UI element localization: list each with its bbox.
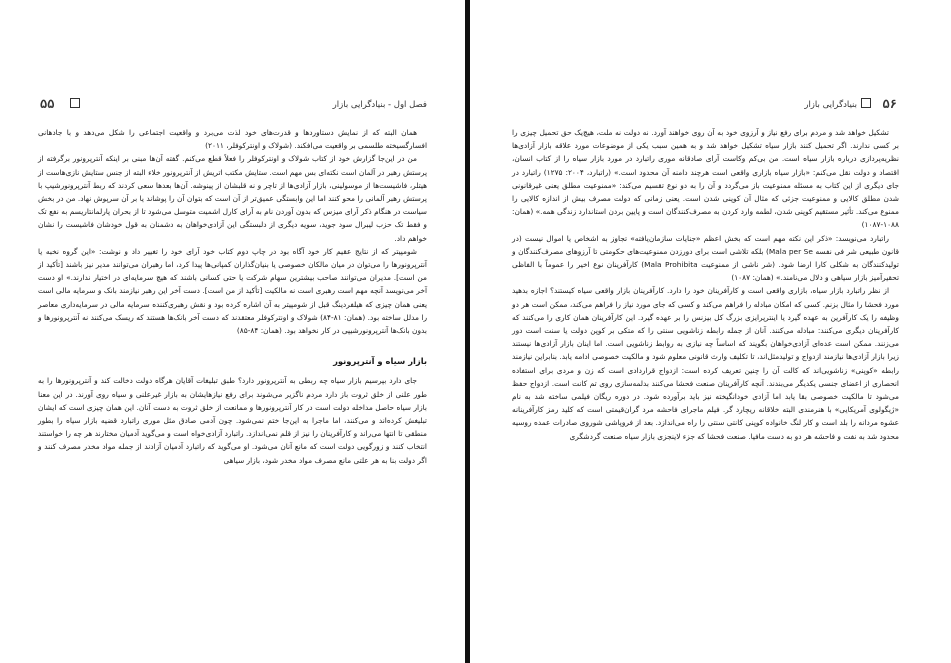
left-page <box>0 0 465 663</box>
page-number: ۵۵ <box>40 97 55 111</box>
page-header <box>40 97 427 117</box>
page-number: ۵۶ <box>882 97 897 111</box>
paragraph: تشکیل خواهد شد و مردم برای رفع نیاز و آرزوی خود به آن روی خواهند آورد. نه دولت نه ملت، هیچ‌یک حق تحمیل چیزی را بر کسی ندارند. اگر تحمیل کنند بازار سیاه تشکیل خواهد شد و به همین سبب یکی از موضوعات مورد علاقه بازار آزادی‌ها نظریه‌پردازی درباره بازار سیاه است. من بی‌کم وکاست آرای صادقانه موری راتبارد در مورد بازار سیاه را از کتاب انسان، اقتصاد و دولت نقل می‌کنم: «بازار سیاه بازاری واقعی است هرچند دامنه آن محدود است.» (راتبارد، ۲۰۰۴: ۱۲۷۵) راتبارد در جای دیگری از این کتاب به مسئله ممنوعیت باز می‌گردد و آن را به دو نوع تقسیم می‌کند: «ممنوعیت مطلق یعنی غیرقانونی شدن مطلق کالایی و ممنوعیت جزئی که مثال آن کوپنی شدن است. یعنی زمانی که دولت مصرف بیش از اندازه کالایی را ممنوع می‌کند. تأثیر مستقیم کوپنی شدن، لطمه وارد کردن به مصرف‌کنندگان است و پایین بردن استاندارد زندگی همه.» (همان: ۱۰۸۸-۱۰۸۷) <box>512 128 900 230</box>
running-title: بنیادگرایی بازار <box>804 100 857 110</box>
page-header <box>514 97 897 117</box>
page-body <box>38 126 427 467</box>
paragraph: جای دارد بپرسیم بازار سیاه چه ربطی به آنترپرونور دارد؟ طبق تبلیغات آقایان هرگاه دولت دخالت کند و آنترپرونورها را به طور علنی از خلق ثروت باز دارد مردم ناگزیر می‌شوند برای رفع نیازهایشان به بازار غیرعلنی و سیاه روی آورند. در این معنا بازار سیاه حاصل مداخله دولت است در کار آنترپرونورها و ممانعت از خلق ثروت به دست آنان. این همان چیزی است که ایشان تبلیغش کرده‌اند و می‌کنند، اما ماجرا به این‌جا ختم نمی‌شود. چون آدمی صادق مثل موری راتبارد قضیه بازار سیاه را بطور منطقی تا انتها می‌راند و کارآفرینان را نیز از قلم نمی‌اندازد. راتبارد آزادی‌خواه است و می‌گوید آدمیان مختارند هر چه را خواستند انتخاب کنند و زورگویی دولت است که مانع آنان می‌شود. او می‌گوید که راتبارد آدمیان آزادند از جمله مواد مخدر مصرف کنند و اگر دولت بنا به هر علتی مانع مصرف مواد مخدر شود، بازار سیاهی <box>38 376 427 465</box>
page-body <box>512 126 899 443</box>
running-title: فصل اول - بنیادگرایی بازار <box>332 100 427 110</box>
paragraph: از نظر راتبارد بازار سیاه، بازاری واقعی است و کارآفرینان خود را دارد. کارآفرینان بازار واقعی سیاه کیستند؟ اجازه بدهید مورد فحشا را مثال بزنم. کسی که امکان مبادله را فراهم می‌کند و کسی که جای مورد نیاز را فراهم می‌کند، ممکن است هر دو وظیفه را یک کارآفرین به عهده گیرد یا اینترپرایزی بزرگ کل بیزنس را بر عهده گیرد. این کارآفرینان همان کاری را می‌کنند که کارآفرینان دیگری می‌کنند: مبادله می‌کنند. آنان از جمله رابطه زناشویی سنتی را که متکی بر کوپن دولت یا سنت است دور می‌زنند. ممکن است عده‌ای آزادی‌خواهان بگویند که اساساً چه نیازی به روابط زناشویی است. اما اینان بازار آزادی‌ها نیستند زیرا بازار آزادی‌ها نیازمند ازدواج و تولیدمثل‌اند، تا تکلیف وارث قانونی معلوم شود و مالکیت خصوصی ادامه یابد. بنابراین نیازمند رابطه «کوپنی» زناشویی‌اند که کالت آن را چنین تعریف کرده است: ازدواج قراردادی است که زن و مردی برای استفاده انحصاری از اعضای جنسی یکدیگر می‌بندند. آنچه کارآفرینان صنعت فحشا می‌کنند بدلمه‌سازی روی تم کانت است. ازدواج حفظ می‌شود تا مالکیت خصوصی بقا یابد اما آزادی خودانگیخته نیز باید برآورده شود. در دوره ریگان فیلمی ساخته شد به نام «ژیگولوی آمریکایی» با هنرمندی البته خلاقانه ریچارد گر. فیلم ماجرای فاحشه مرد گران‌قیمتی است که کلید رمز کارآفرینانه عشوه مردانه را بلد است و کار لنگ خانواده کوپنی کانتی سنتی را راه می‌اندازد. بعد از فروپاشی شوروی صادرات عمده روسیه محدود شد به نفت و فاحشه هر دو به دست مافیا. صنعت فحشا که جزء لاینجزی بازار سیاه صنعت گردشگری <box>512 286 899 441</box>
section-heading: بازار سیاه و آنترپرونور <box>333 356 427 367</box>
paragraph: همان البته که از نمایش دستاوردها و قدرت‌های خود لذت می‌برد و واقعیت اجتماعی را شکل می‌دهد و با جادهانی افسارگسیخته طلسمی بر واقعیت می‌افکند. (شولاک و اونترکوفلر، ۲۰۱۱) <box>38 128 427 151</box>
right-page <box>470 0 951 663</box>
square-marker-icon <box>66 98 84 109</box>
paragraph: شومپیتر که از نتایج عقیم کار خود آگاه بود در چاپ دوم کتاب خود آرای خود را تغییر داد و نوشت: «این گروه نخبه یا آنترپرونورها را می‌توان در میان مالکان خصوصی یا بنیان‌گذاران کمپانی‌ها پیدا کرد، اما رهبران می‌توانند مدیر نیز باشند [تأکید از من است]. مدیران می‌توانند صاحب بیشترین سهام شرکت یا حتی کسانی باشند که هیچ سرمایه‌ای در اختیار ندارند.» او دست آخر می‌نویسد آنچه مهم است رهبری است نه مالکیت [تأکید از من است]. دست آخر این رهبر نیازمند بانک و سرمایه مالی است یعنی همان چیزی که هیلفردینگ قبل از شومپیتر به آن اشاره کرده بود و نقش رهبری‌کننده سرمایه مالی در سرمایه‌داری معاصر را مدلل ساخته بود. (همان: ۸۱-۸۴) شولاک و اونترکوفلر معتقدند که دست آخر بانک‌ها هستند که ریسک می‌کنند نه آنترپرونورها و بدون بانک‌ها آنترپرونورشیپی در کار نخواهد بود. (همان: ۸۴-۸۵) <box>38 246 428 336</box>
square-marker-icon <box>857 98 875 109</box>
paragraph: من در این‌جا گزارش خود از کتاب شولاک و اونترکوفلر را فعلاً قطع می‌کنم. گفته آن‌ها مبنی بر اینکه آنترپرونور برگرفته از پرستش رهبر در آلمان است نکته‌ای بس مهم است. ستایش مکتب اتریش از آنترپرونور خلاء البته از جنس ستایش نازی‌هاست از هیتلر، فاشیست‌ها از موسولینی، بازار آزادی‌ها از تاچر و نه قلبشان از پینوشه. آن‌ها بعدها سعی کردند که ربط آنترپرونورشیپ با پرستش رهبر آلمانی را محو کنند اما این وابستگی عمیق‌تر از آن است که بتوان آن را پوشاند یا بر آن سرپوش نهاد. من در بخش سیاست در هنگام ذکر آرای میزس که بدون آوردن نام به آرای کارل اشمیت متوسل می‌شود تا از بحران پارلمانتاریسم به نفع تک و فقط تک حزب لیبرال سود جوید، سویه دیگری از دلبستگی این آزادی‌خواهان به دشمنان به قول خودشان فاشیست را نشان خواهم داد. <box>38 154 427 243</box>
paragraph: راتبارد می‌نویسد: «ذکر این نکته مهم است که بخش اعظم «جنایات سازمان‌یافته» تجاوز به اشخاص یا اموال نیست (در قانون طبیعی شر فی نفسه Mala per Se) بلکه تلاشی است برای دورزدن ممنوعیت‌های حکومتی تا آرزوهای مصرف‌کنندگان و تولیدکنندگان به شکلی کارا ارضا شود. (شر ناشی از ممنوعیت Mala Prohibita) کارآفرینان نوع اخیر را عموماً با الفاظی تحقیرآمیز بازار سیاهی و دلال می‌نامند.» (همان: ۱۰۸۷) <box>512 233 900 283</box>
